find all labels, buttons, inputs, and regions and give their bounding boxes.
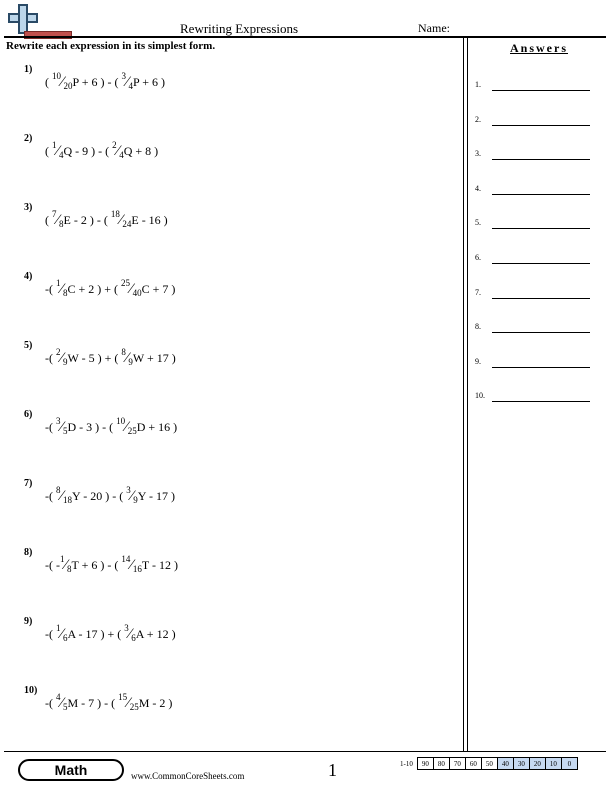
problem-item — [24, 685, 444, 725]
score-cell: 10 — [545, 758, 561, 770]
fraction-slash: ⁄ — [130, 488, 134, 504]
fraction-denominator: 4 — [119, 150, 124, 160]
answer-row — [475, 391, 595, 405]
answer-blank[interactable] — [492, 367, 590, 368]
site-url: www.CommonCoreSheets.com — [131, 771, 245, 781]
fraction-denominator: 9 — [128, 357, 133, 367]
problem-expression — [45, 344, 176, 370]
fraction-numerator: 10 — [116, 416, 126, 426]
problem-expression — [45, 482, 175, 508]
fraction-slash: ⁄ — [130, 557, 133, 573]
fraction-slash: ⁄ — [60, 488, 64, 504]
score-range: 1-10 — [400, 759, 413, 768]
fraction-denominator: 16 — [132, 564, 142, 574]
fraction-denominator: 6 — [131, 633, 136, 643]
fraction-numerator: 2 — [56, 347, 61, 357]
fraction — [124, 623, 136, 643]
fraction-slash: ⁄ — [64, 557, 68, 573]
answer-row — [475, 184, 595, 198]
fraction-numerator: 25 — [121, 278, 131, 288]
expression-text: C + 7 ) — [141, 282, 176, 296]
fraction-denominator: 9 — [63, 357, 68, 367]
answer-row — [475, 115, 595, 129]
answer-number: 6. — [475, 253, 481, 262]
answer-row — [475, 80, 595, 94]
problem-number: 10) — [24, 685, 38, 696]
fraction — [60, 554, 72, 574]
fraction-denominator: 20 — [63, 81, 73, 91]
score-cell: 80 — [433, 758, 449, 770]
score-cell: 60 — [465, 758, 481, 770]
fraction-numerator: 1 — [56, 278, 61, 288]
name-label: Name: — [418, 21, 450, 35]
problem-expression — [45, 413, 177, 439]
fraction — [56, 347, 68, 367]
answer-number: 9. — [475, 357, 481, 366]
fraction-denominator: 6 — [63, 633, 68, 643]
expression-text: Y - 20 ) - ( — [72, 489, 127, 503]
fraction-slash: ⁄ — [119, 212, 123, 228]
fraction-denominator: 8 — [67, 564, 72, 574]
answer-blank[interactable] — [492, 194, 590, 195]
expression-text: W - 5 ) + ( — [67, 351, 122, 365]
score-table — [398, 757, 578, 770]
problem-item — [24, 478, 444, 518]
expression-text: -( — [45, 351, 56, 365]
answer-blank[interactable] — [492, 159, 590, 160]
fraction — [56, 485, 73, 505]
expression-text: T + 6 ) - ( — [71, 558, 122, 572]
fraction-slash: ⁄ — [56, 143, 60, 159]
footer-divider — [4, 751, 606, 752]
header-divider — [4, 36, 606, 38]
fraction — [52, 140, 64, 160]
fraction-numerator: 4 — [56, 692, 61, 702]
fraction-slash: ⁄ — [128, 626, 132, 642]
subject-badge: Math — [18, 759, 124, 781]
column-divider-right — [467, 38, 468, 751]
fraction-numerator: 1 — [60, 554, 65, 564]
answer-blank[interactable] — [492, 228, 590, 229]
expression-text: Q - 9 ) - ( — [63, 144, 113, 158]
problem-number: 3) — [24, 202, 33, 213]
fraction-denominator: 25 — [127, 426, 137, 436]
fraction-numerator: 7 — [52, 209, 57, 219]
fraction-denominator: 8 — [63, 288, 68, 298]
fraction — [126, 485, 138, 505]
score-cell: 0 — [561, 758, 577, 770]
answer-blank[interactable] — [492, 125, 590, 126]
fraction — [56, 692, 68, 712]
expression-text: -( — [45, 282, 56, 296]
fraction — [121, 71, 134, 91]
expression-text: T - 12 ) — [141, 558, 179, 572]
fraction-slash: ⁄ — [61, 74, 64, 90]
fraction-slash: ⁄ — [116, 143, 120, 159]
fraction — [121, 278, 142, 298]
problem-item — [24, 547, 444, 587]
answer-number: 8. — [475, 322, 481, 331]
column-divider-left — [463, 38, 464, 751]
fraction — [110, 209, 132, 229]
answer-blank[interactable] — [492, 90, 590, 91]
expression-text: W + 17 ) — [132, 351, 176, 365]
problem-number: 6) — [24, 409, 33, 420]
score-cell: 20 — [529, 758, 545, 770]
problem-number: 1) — [24, 64, 33, 75]
problem-expression — [45, 551, 178, 577]
fraction — [112, 140, 124, 160]
fraction-denominator: 25 — [129, 702, 139, 712]
answer-number: 5. — [475, 218, 481, 227]
fraction-numerator: 8 — [56, 485, 61, 495]
fraction-numerator: 2 — [112, 140, 117, 150]
answer-number: 10. — [475, 391, 485, 400]
fraction-slash: ⁄ — [60, 281, 64, 297]
expression-text: P + 6 ) — [133, 75, 166, 89]
expression-text: Y - 17 ) — [137, 489, 175, 503]
expression-text: ( — [45, 144, 52, 158]
fraction-numerator: 3 — [126, 485, 131, 495]
score-cell: 40 — [497, 758, 513, 770]
expression-text: -( — [45, 627, 56, 641]
answer-row — [475, 218, 595, 232]
fraction — [56, 416, 68, 436]
score-row — [398, 758, 577, 770]
problem-number: 8) — [24, 547, 33, 558]
instructions: Rewrite each expression in its simplest form. — [6, 40, 216, 52]
score-cell: 70 — [449, 758, 465, 770]
score-cell: 30 — [513, 758, 529, 770]
expression-text: -( - — [45, 558, 60, 572]
problem-item — [24, 271, 444, 311]
fraction-numerator: 1 — [56, 623, 61, 633]
fraction — [118, 692, 139, 712]
problem-expression — [45, 620, 176, 646]
answer-blank[interactable] — [492, 332, 590, 333]
answer-number: 1. — [475, 80, 481, 89]
answer-number: 4. — [475, 184, 481, 193]
problem-item — [24, 409, 444, 449]
fraction — [121, 554, 142, 574]
fraction-numerator: 10 — [52, 71, 61, 81]
answer-blank[interactable] — [492, 298, 590, 299]
problem-expression — [45, 137, 158, 163]
fraction-numerator: 18 — [110, 209, 120, 219]
answer-number: 3. — [475, 149, 481, 158]
site-logo — [4, 4, 68, 38]
fraction-slash: ⁄ — [125, 350, 129, 366]
fraction-numerator: 3 — [56, 416, 61, 426]
problem-expression — [45, 689, 172, 715]
expression-text: M - 7 ) - ( — [67, 696, 119, 710]
fraction-slash: ⁄ — [125, 419, 128, 435]
answer-row — [475, 253, 595, 267]
fraction-denominator: 5 — [63, 702, 68, 712]
problem-expression — [45, 275, 175, 301]
problem-item — [24, 64, 444, 104]
plus-icon-vertical — [18, 4, 28, 34]
expression-text: P + 6 ) - ( — [72, 75, 122, 89]
fraction-numerator: 15 — [118, 692, 128, 702]
fraction-slash: ⁄ — [130, 281, 133, 297]
expression-text: ( — [45, 213, 52, 227]
problem-item — [24, 340, 444, 380]
problem-number: 9) — [24, 616, 33, 627]
expression-text: Q + 8 ) — [123, 144, 159, 158]
fraction-numerator: 3 — [124, 623, 129, 633]
fraction-numerator: 3 — [121, 71, 126, 81]
answers-title: Answers — [510, 41, 568, 55]
expression-text: -( — [45, 489, 56, 503]
problem-item — [24, 616, 444, 656]
answer-number: 7. — [475, 288, 481, 297]
fraction-slash: ⁄ — [60, 695, 64, 711]
fraction-slash: ⁄ — [60, 626, 64, 642]
fraction-slash: ⁄ — [127, 695, 130, 711]
answer-row — [475, 357, 595, 371]
problem-expression — [45, 206, 168, 232]
fraction-numerator: 8 — [121, 347, 126, 357]
score-cell: 90 — [417, 758, 433, 770]
problem-number: 4) — [24, 271, 33, 282]
expression-text: D + 16 ) — [136, 420, 178, 434]
fraction — [116, 416, 137, 436]
answer-row — [475, 288, 595, 302]
expression-text: A + 12 ) — [135, 627, 176, 641]
problem-number: 5) — [24, 340, 33, 351]
fraction-denominator: 5 — [63, 426, 68, 436]
fraction-slash: ⁄ — [126, 74, 129, 90]
fraction-denominator: 24 — [122, 219, 132, 229]
worksheet-title: Rewriting Expressions — [180, 21, 299, 36]
fraction-slash: ⁄ — [60, 350, 64, 366]
problem-item — [24, 133, 444, 173]
fraction-denominator: 18 — [63, 495, 73, 505]
fraction-denominator: 9 — [133, 495, 138, 505]
fraction-denominator: 4 — [59, 150, 64, 160]
fraction-denominator: 8 — [59, 219, 64, 229]
fraction-slash: ⁄ — [60, 419, 64, 435]
fraction-slash: ⁄ — [56, 212, 60, 228]
expression-text: C + 2 ) + ( — [67, 282, 122, 296]
answer-number: 2. — [475, 115, 481, 124]
expression-text: M - 2 ) — [138, 696, 173, 710]
expression-text: E - 2 ) - ( — [63, 213, 111, 227]
answer-blank[interactable] — [492, 401, 590, 402]
expression-text: E - 16 ) — [131, 213, 168, 227]
problem-number: 2) — [24, 133, 33, 144]
page-number: 1 — [328, 760, 337, 780]
expression-text: -( — [45, 696, 56, 710]
fraction-numerator: 1 — [52, 140, 57, 150]
expression-text: -( — [45, 420, 56, 434]
fraction — [52, 71, 73, 91]
fraction-denominator: 40 — [132, 288, 142, 298]
answer-row — [475, 322, 595, 336]
problem-item — [24, 202, 444, 242]
problem-expression — [45, 68, 165, 94]
score-cell: 50 — [481, 758, 497, 770]
answer-blank[interactable] — [492, 263, 590, 264]
expression-text: ( — [45, 75, 52, 89]
fraction — [56, 623, 68, 643]
expression-text: D - 3 ) - ( — [67, 420, 117, 434]
fraction — [56, 278, 68, 298]
expression-text: A - 17 ) + ( — [67, 627, 125, 641]
fraction-denominator: 4 — [128, 81, 134, 91]
fraction — [52, 209, 64, 229]
problem-number: 7) — [24, 478, 33, 489]
fraction — [121, 347, 133, 367]
fraction-numerator: 14 — [121, 554, 131, 564]
answer-row — [475, 149, 595, 163]
